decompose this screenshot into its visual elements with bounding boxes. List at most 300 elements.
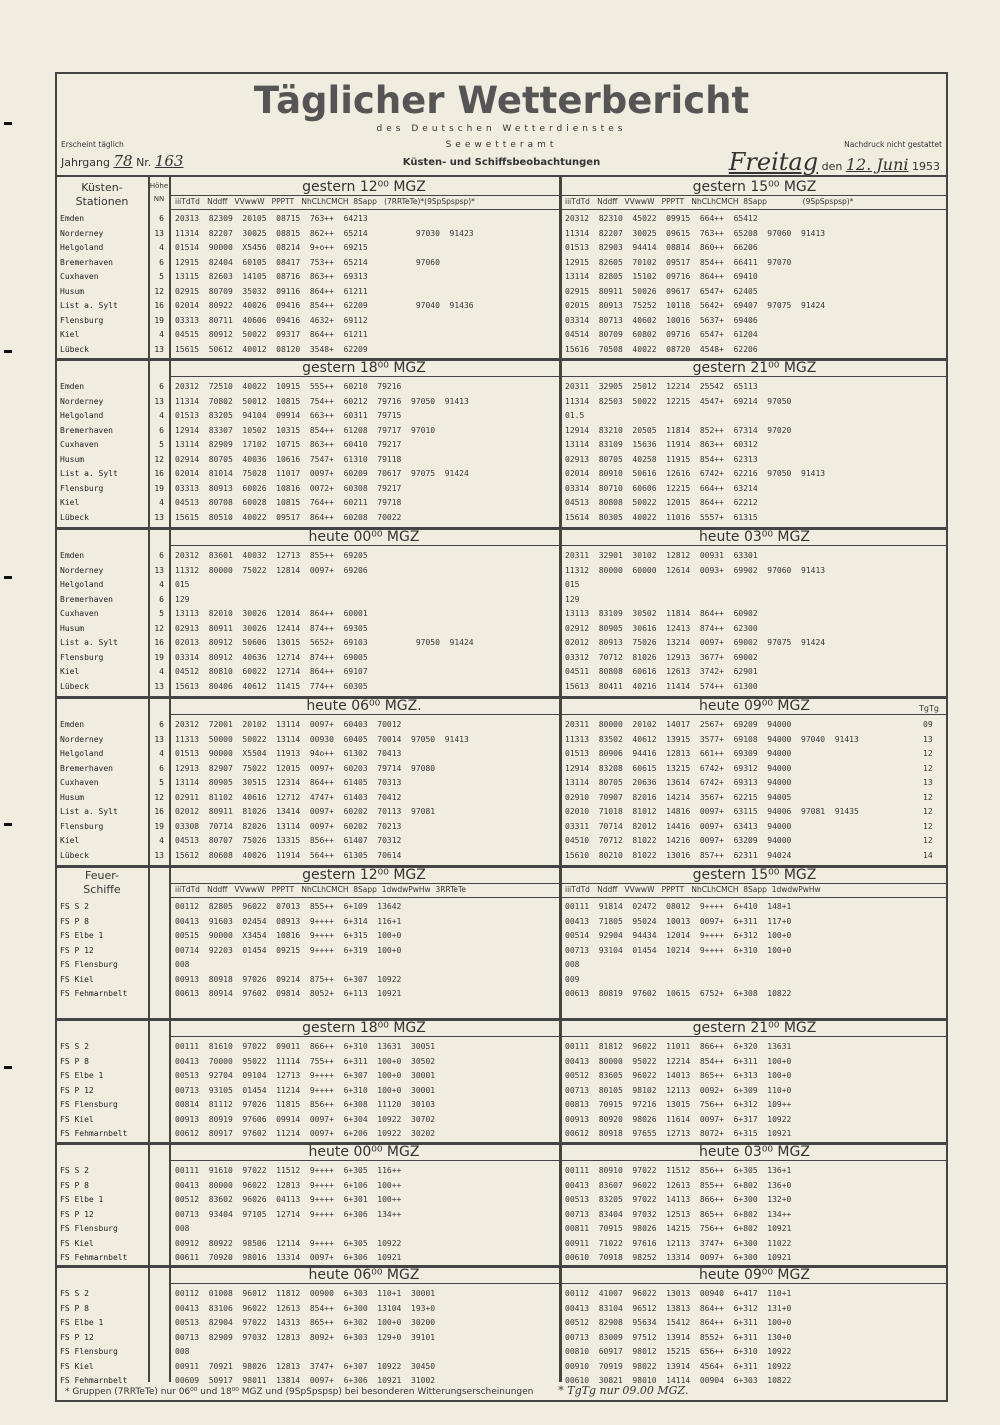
- obs-row-right: 20312 82310 45022 09915 664++ 65412: [565, 214, 758, 223]
- station-name: Norderney: [60, 565, 104, 575]
- station-name: Lübeck: [60, 681, 89, 691]
- punch-mark: [4, 823, 12, 826]
- station-name: Emden: [60, 720, 85, 729]
- ship-name: FS S 2: [60, 1289, 89, 1298]
- report-sheet: [55, 72, 948, 1402]
- obs-row-left: 02014 81014 75028 11017 0097+ 60209 70617 97075 91424: [175, 469, 469, 478]
- obs-row-right: 00513 83205 97022 14113 866++ 6+300 132+0: [565, 1195, 792, 1204]
- obs-row-right: 00613 80819 97602 10615 6752+ 6+308 10822: [565, 989, 792, 998]
- station-height: 16: [154, 638, 164, 647]
- section-time-right: heute 03⁰⁰ MGZ: [699, 529, 810, 545]
- obs-row-right: 11313 83502 40612 13915 3577+ 69108 94000 97040 91413: [565, 734, 859, 744]
- station-name: Lübeck: [60, 344, 89, 354]
- section-time-right: heute 09⁰⁰ MGZ: [699, 698, 810, 714]
- obs-row-right: 00112 41007 96022 13013 00940 6+417 110+1: [565, 1289, 792, 1298]
- header-rule: [169, 1160, 946, 1161]
- station-name: Flensburg: [60, 315, 104, 325]
- station-name: Flensburg: [60, 821, 104, 831]
- header-rule: [169, 1283, 946, 1284]
- tgtg-value: 12: [923, 821, 933, 831]
- obs-row-left: 13114 82909 17102 10715 863++ 60410 79217: [175, 440, 402, 449]
- column-group-label: Feuer- Schiffe: [83, 869, 121, 896]
- station-height: 6: [159, 720, 164, 729]
- station-name: Lübeck: [60, 512, 89, 522]
- obs-row-left: 04513 80707 75026 13315 856++ 61407 70312: [175, 836, 402, 845]
- section-time-left: heute 06⁰⁰ MGZ.: [306, 698, 422, 714]
- footnote: [65, 1384, 688, 1397]
- obs-row-left: 00413 80000 96022 12813 9++++ 6+106 100++: [175, 1180, 402, 1190]
- header-rule: [169, 883, 946, 884]
- seewetteramt: Seewetteramt: [445, 140, 558, 150]
- station-height: 4: [159, 749, 164, 758]
- obs-row-right: 00612 80918 97655 12713 8072+ 6+315 10921: [565, 1129, 792, 1138]
- column-group-label: Küsten- Stationen: [75, 181, 129, 208]
- ship-name: FS Kiel: [60, 1114, 94, 1124]
- station-height: 5: [159, 440, 164, 449]
- ship-name: FS Elbe 1: [60, 931, 104, 940]
- obs-row-left: 00512 83602 96026 04113 9++++ 6+301 100++: [175, 1195, 402, 1204]
- station-name: List a. Sylt: [60, 807, 118, 816]
- ship-name: FS S 2: [60, 902, 89, 911]
- jahrgang-label: Jahrgang: [61, 156, 110, 169]
- section-time-right: heute 09⁰⁰ MGZ: [699, 1267, 810, 1283]
- section-time-right: gestern 21⁰⁰ MGZ: [692, 360, 817, 376]
- obs-row-left: 02914 80705 40036 10616 7547+ 61310 79118: [175, 454, 402, 464]
- section-time-left: gestern 12⁰⁰ MGZ: [302, 179, 426, 195]
- observation-grid: [57, 175, 946, 1385]
- obs-row-left: 00911 70921 98026 12813 3747+ 6+307 10922 30450: [175, 1361, 436, 1371]
- ship-name: FS Flensburg: [60, 1347, 118, 1356]
- header-rule: [169, 1036, 946, 1037]
- section-time-left: heute 00⁰⁰ MGZ: [308, 1144, 420, 1160]
- ship-name: FS Fehmarnbelt: [60, 1253, 128, 1262]
- obs-row-right: 00512 83605 96022 14013 865++ 6+313 100+0: [565, 1071, 792, 1080]
- obs-row-left: 00515 90000 X3454 10816 9++++ 6+315 100+0: [175, 931, 402, 940]
- obs-row-left: 04515 80912 50022 09317 864++ 61211: [175, 330, 368, 339]
- footnote-tgtg: * TgTg nur 09.00 MGZ.: [558, 1384, 689, 1397]
- station-height: 6: [159, 214, 164, 223]
- obs-row-left: 15612 80608 40026 11914 564++ 61305 70614: [175, 850, 402, 860]
- ship-name: FS P 12: [60, 1332, 94, 1342]
- section-time-right: gestern 15⁰⁰ MGZ: [692, 179, 817, 195]
- obs-row-left: 00513 92704 09104 12713 9++++ 6+307 100+0 30001: [175, 1071, 436, 1080]
- station-name: List a. Sylt: [60, 301, 118, 310]
- obs-row-right: 00713 83404 97032 12513 865++ 6+802 134++: [565, 1209, 792, 1219]
- obs-row-right: 11312 80000 60000 12614 0093+ 69902 97060 91413: [565, 565, 826, 575]
- ship-name: FS P 12: [60, 1085, 94, 1095]
- obs-row-right: 12915 82605 70102 09517 854++ 66411 97070: [565, 257, 792, 267]
- obs-row-left: 15615 50612 40012 08120 3548+ 62209: [175, 344, 368, 354]
- obs-row-right: 00810 60917 98012 15215 656++ 6+310 10922: [565, 1347, 792, 1356]
- obs-row-right: 11314 82503 50022 12215 4547+ 69214 97050: [565, 396, 792, 406]
- station-name: Bremerhaven: [60, 594, 113, 604]
- station-height: 19: [154, 483, 164, 493]
- date: 12. Juni: [845, 155, 909, 174]
- tgtg-value: 12: [923, 792, 933, 802]
- obs-row-left: 02014 80922 40026 09416 854++ 62209 97040 91436: [175, 301, 474, 310]
- obs-row-left: 20312 83601 40032 12713 855++ 69205: [175, 551, 368, 560]
- obs-row-left: 00112 01008 96012 11812 00900 6+303 110+1 30001: [175, 1289, 436, 1298]
- section-time-left: heute 00⁰⁰ MGZ: [308, 529, 420, 545]
- ship-name: FS S 2: [60, 1166, 89, 1175]
- ship-name: FS P 12: [60, 1209, 94, 1219]
- obs-row-right: 15616 70508 40022 08720 4548+ 62206: [565, 344, 758, 354]
- year: 1953: [912, 160, 940, 173]
- obs-row-right: 009: [565, 974, 580, 984]
- obs-row-left: 03314 80912 40636 12714 874++ 69005: [175, 652, 368, 662]
- obs-row-left: 01514 90000 X5456 08214 9+o++ 69215: [175, 243, 368, 252]
- obs-row-right: 11314 82207 30025 09615 763++ 65208 97060 91413: [565, 228, 826, 238]
- obs-row-left: 13115 82603 14105 08716 863++ 69313: [175, 272, 368, 281]
- obs-row-left: 00913 80918 97026 09214 875++ 6+307 10922: [175, 974, 402, 984]
- obs-row-right: 01513 82903 94414 08814 860++ 66206: [565, 243, 758, 252]
- obs-row-right: 12914 83208 60615 13215 6742+ 69312 94000: [565, 763, 792, 773]
- station-name: Emden: [60, 214, 85, 223]
- obs-row-right: 01.5: [565, 411, 585, 420]
- station-name: Bremerhaven: [60, 763, 113, 773]
- station-height: 12: [154, 623, 164, 633]
- ship-name: FS Elbe 1: [60, 1318, 104, 1327]
- station-name: Cuxhaven: [60, 272, 99, 281]
- station-height: 4: [159, 411, 164, 420]
- header-rule: [169, 376, 946, 377]
- obs-row-right: 04513 80808 50022 12015 864++ 62212: [565, 498, 758, 507]
- obs-row-left: 00612 80917 97602 11214 0097+ 6+206 10922 30202: [175, 1129, 436, 1138]
- header-rule: [169, 714, 946, 715]
- ship-name: FS Elbe 1: [60, 1195, 104, 1204]
- section-time-left: gestern 18⁰⁰ MGZ: [302, 1020, 426, 1036]
- obs-row-left: 13113 82010 30026 12014 864++ 60001: [175, 609, 368, 618]
- header-rule: [169, 195, 946, 196]
- obs-row-left: 13114 80905 30515 12314 864++ 61405 70313: [175, 778, 402, 787]
- obs-row-right: 03314 80713 40602 10016 5637+ 69406: [565, 315, 758, 325]
- station-name: Norderney: [60, 228, 104, 238]
- station-height: 4: [159, 836, 164, 845]
- obs-row-right: 03314 80710 60606 12215 664++ 63214: [565, 483, 758, 493]
- header-rule: [169, 545, 946, 546]
- punch-mark: [4, 1066, 12, 1069]
- station-name: Helgoland: [60, 243, 104, 252]
- ship-name: FS Kiel: [60, 1238, 94, 1248]
- station-height: 4: [159, 667, 164, 676]
- station-height: 13: [154, 565, 164, 575]
- obs-row-right: 00713 93104 01454 10214 9++++ 6+310 100+0: [565, 945, 792, 955]
- obs-row-left: 04513 80708 60028 10815 764++ 60211 79718: [175, 498, 402, 507]
- ship-name: FS P 8: [60, 1056, 89, 1066]
- obs-row-right: 12914 83210 20505 11814 852++ 67314 97020: [565, 425, 792, 435]
- obs-row-left: 20313 82309 20105 08715 763++ 64213: [175, 214, 368, 223]
- obs-row-left: 12914 83307 10502 10315 854++ 61208 79717 97010: [175, 425, 436, 435]
- obs-row-left: 04512 80810 60022 12714 864++ 69107: [175, 667, 368, 676]
- station-height: 13: [154, 512, 164, 522]
- obs-row-left: 00111 91610 97022 11512 9++++ 6+305 116++: [175, 1166, 402, 1175]
- obs-row-right: 15610 80210 81022 13016 857++ 62311 94024: [565, 850, 792, 860]
- section-time-left: gestern 18⁰⁰ MGZ: [302, 360, 426, 376]
- obs-row-right: 00413 83607 96022 12613 855++ 6+802 136+0: [565, 1180, 792, 1190]
- obs-row-right: 02010 71018 81012 14816 0097+ 63115 94006 97081 91435: [565, 807, 859, 816]
- ship-name: FS P 12: [60, 945, 94, 955]
- obs-row-left: 15613 80406 40612 11415 774++ 60305: [175, 681, 368, 691]
- ship-name: FS S 2: [60, 1042, 89, 1051]
- obs-row-left: 015: [175, 580, 190, 589]
- jahrgang-value: 78: [113, 152, 133, 170]
- obs-row-right: 02015 80913 75252 10118 5642+ 69407 97075 91424: [565, 301, 826, 310]
- station-name: Cuxhaven: [60, 440, 99, 449]
- obs-row-right: 02915 80911 50026 09617 6547+ 62405: [565, 286, 758, 296]
- section-time-right: heute 03⁰⁰ MGZ: [699, 1144, 810, 1160]
- station-height: 12: [154, 792, 164, 802]
- station-height: 4: [159, 580, 164, 589]
- obs-row-left: 00714 92203 01454 09215 9++++ 6+319 100+0: [175, 945, 402, 955]
- station-height: 4: [159, 330, 164, 339]
- station-height: 13: [154, 681, 164, 691]
- obs-row-right: 04514 80709 60802 09716 6547+ 61204: [565, 330, 758, 339]
- punch-mark: [4, 122, 12, 125]
- obs-row-left: 00713 82909 97032 12813 8092+ 6+303 129+0 39101: [175, 1332, 436, 1342]
- kuesten-label: Küsten- und Schiffsbeobachtungen: [402, 157, 601, 168]
- erscheint-note: Erscheint täglich: [61, 140, 124, 149]
- ship-name: FS Flensburg: [60, 1100, 118, 1109]
- station-height: 12: [154, 454, 164, 464]
- obs-row-right: 02014 80910 50616 12616 6742+ 62216 97050 91413: [565, 469, 826, 478]
- ship-name: FS Flensburg: [60, 960, 118, 969]
- station-height: 16: [154, 301, 164, 310]
- footnote-text: * Gruppen (7RRTeTe) nur 06⁰⁰ und 18⁰⁰ MGZ und (9SpSpspsp) bei besonderen Witterungserscheinungen: [65, 1387, 534, 1397]
- obs-row-right: 00713 80105 98102 12113 0092+ 6+309 110+0: [565, 1085, 792, 1095]
- tgtg-value: 13: [923, 778, 933, 787]
- obs-row-left: 11314 70802 50012 10815 754++ 60212 79716 97050 91413: [175, 396, 469, 406]
- obs-row-right: 02910 70907 82016 14214 3567+ 62215 94005: [565, 792, 792, 802]
- obs-row-left: 008: [175, 1224, 190, 1233]
- station-height: 16: [154, 807, 164, 816]
- obs-row-left: 03313 80913 60026 10816 0072+ 60308 79217: [175, 483, 402, 493]
- station-height: 6: [159, 382, 164, 391]
- obs-row-left: 02915 80709 35032 09116 864++ 61211: [175, 286, 368, 296]
- obs-row-right: 00911 71022 97616 12113 3747+ 6+300 11022: [565, 1238, 792, 1248]
- obs-row-right: 00813 70915 97216 13015 756++ 6+312 109++: [565, 1100, 792, 1109]
- obs-row-right: 15614 80305 40022 11016 5557+ 61315: [565, 512, 758, 522]
- obs-row-right: 00610 30821 98010 14114 00904 6+303 10822: [565, 1376, 792, 1385]
- obs-row-right: 015: [565, 580, 580, 589]
- obs-row-right: 00111 81812 96022 11011 866++ 6+320 13631: [565, 1042, 792, 1051]
- column-rule: [169, 209, 946, 210]
- page-title: Täglicher Wetterbericht: [253, 79, 750, 122]
- station-name: Kiel: [60, 667, 80, 676]
- obs-row-right: 00512 82908 95634 15412 864++ 6+311 100+0: [565, 1318, 792, 1327]
- station-name: Husum: [60, 454, 85, 464]
- ship-name: FS Kiel: [60, 974, 94, 984]
- obs-row-right: 15613 80411 40216 11414 574++ 61300: [565, 681, 758, 691]
- den-label: den: [821, 160, 843, 173]
- obs-row-left: 008: [175, 1347, 190, 1356]
- station-name: Norderney: [60, 734, 104, 744]
- station-height: 4: [159, 498, 164, 507]
- obs-row-left: 02013 80912 50606 13015 5652+ 69103 97050 91424: [175, 638, 474, 647]
- tgtg-value: 13: [923, 734, 933, 744]
- obs-row-left: 00913 80919 97606 09914 0097+ 6+304 10922 30702: [175, 1114, 436, 1124]
- obs-row-right: 13114 83109 15636 11914 863++ 60312: [565, 440, 758, 449]
- station-height: 12: [154, 286, 164, 296]
- obs-row-right: 04510 70712 81022 14216 0097+ 63209 94000: [565, 836, 792, 845]
- obs-row-left: 00613 80914 97602 09814 8052+ 6+113 10921: [175, 989, 402, 998]
- station-height: 5: [159, 778, 164, 787]
- obs-row-left: 02911 81102 40616 12712 4747+ 61403 70412: [175, 792, 402, 802]
- nachdruck-note: Nachdruck nicht gestattet: [844, 140, 942, 149]
- nr-label: Nr.: [136, 156, 152, 169]
- obs-row-left: 20312 72001 20102 13114 0097+ 60403 70012: [175, 720, 402, 729]
- station-height: 16: [154, 469, 164, 478]
- station-height: 13: [154, 344, 164, 354]
- obs-row-right: 13113 83109 30502 11814 864++ 60902: [565, 609, 758, 618]
- ship-name: FS Fehmarnbelt: [60, 1129, 128, 1138]
- obs-row-left: 02913 80911 30026 12414 874++ 69305: [175, 623, 368, 633]
- tgtg-value: 12: [923, 763, 933, 773]
- subtitle: des Deutschen Wetterdienstes: [376, 124, 627, 134]
- column-codes-left: iiiTdTd Nddff VVwwW PPPTT NhCLhCMCH 8Sapp 1dwdwPwHw 3RRTeTe: [175, 885, 466, 894]
- station-name: Helgoland: [60, 411, 104, 420]
- ship-name: FS P 8: [60, 1303, 89, 1313]
- station-name: Flensburg: [60, 652, 104, 662]
- date-line: [729, 148, 940, 176]
- tgtg-value: 12: [923, 807, 933, 816]
- obs-row-right: 03311 70714 82012 14416 0097+ 63413 94000: [565, 821, 792, 831]
- station-name: Kiel: [60, 498, 80, 507]
- column-codes-right: iiiTdTd Nddff VVwwW PPPTT NhCLhCMCH 8Sapp 1dwdwPwHw: [565, 885, 821, 894]
- column-codes-right: iiiTdTd Nddff VVwwW PPPTT NhCLhCMCH 8Sapp (9SpSpspsp)*: [565, 197, 854, 206]
- punch-mark: [4, 350, 12, 353]
- tgtg-label: TgTg: [919, 704, 939, 713]
- obs-row-right: 00811 70915 98026 14215 756++ 6+802 10921: [565, 1224, 792, 1233]
- obs-row-right: 04511 80808 60616 12613 3742+ 62901: [565, 667, 758, 676]
- weekday: Freitag: [728, 148, 819, 176]
- section-time-left: heute 06⁰⁰ MGZ: [308, 1267, 420, 1283]
- obs-row-right: 00910 70919 98022 13914 4564+ 6+311 10922: [565, 1361, 792, 1371]
- ship-name: FS Elbe 1: [60, 1071, 104, 1080]
- station-height: 19: [154, 821, 164, 831]
- obs-row-left: 02012 80911 81026 13414 0097+ 60202 70113 97081: [175, 807, 436, 816]
- obs-row-right: 00413 83104 96512 13813 864++ 6+312 131+0: [565, 1303, 792, 1313]
- station-height: 4: [159, 243, 164, 252]
- obs-row-right: 20311 80000 20102 14017 2567+ 69209 94000: [565, 720, 792, 729]
- obs-row-left: 03308 70714 82026 13114 0097+ 60202 70213: [175, 821, 402, 831]
- ship-name: FS Flensburg: [60, 1224, 118, 1233]
- obs-row-left: 12913 82907 75022 12015 0097+ 60203 79714 97080: [175, 763, 436, 773]
- obs-row-right: 00413 80000 95022 12214 854++ 6+311 100+0: [565, 1056, 792, 1066]
- obs-row-left: 00413 91603 02454 08913 9++++ 6+314 116+1: [175, 916, 402, 926]
- obs-row-left: 11313 50000 50022 13114 00930 60405 70014 97050 91413: [175, 734, 469, 744]
- obs-row-right: 00713 83009 97512 13914 8552+ 6+311 130+0: [565, 1332, 792, 1342]
- section-time-left: gestern 12⁰⁰ MGZ: [302, 867, 426, 883]
- obs-row-left: 01513 83205 94104 09914 663++ 60311 79715: [175, 411, 402, 420]
- obs-row-right: 13114 80705 20636 13614 6742+ 69313 94000: [565, 778, 792, 787]
- ship-name: FS P 8: [60, 1180, 89, 1190]
- obs-row-left: 00513 82904 97022 14313 865++ 6+302 100+0 30200: [175, 1318, 436, 1327]
- station-height: 13: [154, 850, 164, 860]
- obs-row-right: 02912 80905 30616 12413 874++ 62300: [565, 623, 758, 633]
- station-height: 5: [159, 609, 164, 618]
- obs-row-left: 00112 82805 96022 07013 855++ 6+109 13642: [175, 902, 402, 911]
- station-name: Flensburg: [60, 483, 104, 493]
- station-name: Norderney: [60, 396, 104, 406]
- column-codes-left: iiiTdTd Nddff VVwwW PPPTT NhCLhCMCH 8Sapp (7RRTeTe)*(9SpSpspsp)*: [175, 197, 475, 206]
- station-height: 19: [154, 652, 164, 662]
- station-height: 5: [159, 272, 164, 281]
- section-time-right: gestern 21⁰⁰ MGZ: [692, 1020, 817, 1036]
- station-name: Kiel: [60, 330, 80, 339]
- obs-row-left: 00413 70000 95022 11114 755++ 6+311 100+0 30502: [175, 1056, 436, 1066]
- obs-row-left: 00111 81610 97022 09011 866++ 6+310 13631 30051: [175, 1042, 436, 1051]
- obs-row-left: 01513 90000 X5504 11913 94o++ 61302 70413: [175, 749, 402, 758]
- height-label: Höhe NN: [149, 182, 169, 203]
- station-name: Kiel: [60, 836, 80, 845]
- obs-row-left: 00912 80922 98506 12114 9++++ 6+305 10922: [175, 1238, 402, 1248]
- obs-row-right: 00913 80920 98026 11614 0097+ 6+317 10922: [565, 1114, 792, 1124]
- station-name: Cuxhaven: [60, 609, 99, 618]
- obs-row-right: 00111 91814 02472 08012 9++++ 6+410 148+1: [565, 902, 792, 911]
- station-height: 6: [159, 763, 164, 773]
- station-height: 19: [154, 315, 164, 325]
- obs-row-left: 11314 82207 30025 08815 862++ 65214 97030 91423: [175, 228, 474, 238]
- nr-value: 163: [154, 152, 184, 170]
- obs-row-left: 00611 70920 98016 13314 0097+ 6+306 10921: [175, 1253, 402, 1262]
- obs-row-right: 02012 80913 75026 13214 0097+ 69002 97075 91424: [565, 638, 826, 647]
- obs-row-left: 15615 80510 40022 09517 864++ 60208 70022: [175, 512, 402, 522]
- ship-name: FS Kiel: [60, 1361, 94, 1371]
- station-name: Emden: [60, 382, 85, 391]
- station-height: 13: [154, 228, 164, 238]
- station-height: 13: [154, 734, 164, 744]
- ship-name: FS Fehmarnbelt: [60, 989, 128, 998]
- obs-row-right: 01513 80906 94416 12813 661++ 69309 94000: [565, 749, 792, 758]
- tgtg-value: 12: [923, 749, 933, 758]
- obs-row-left: 20312 72510 40022 10915 555++ 60210 79216: [175, 382, 402, 391]
- station-name: Husum: [60, 286, 85, 296]
- obs-row-left: 11312 80000 75022 12814 0097+ 69206: [175, 565, 368, 575]
- station-name: Emden: [60, 551, 85, 560]
- obs-row-right: 13114 82805 15102 09716 864++ 69410: [565, 272, 758, 281]
- station-name: Cuxhaven: [60, 778, 99, 787]
- tgtg-value: 09: [923, 720, 933, 729]
- obs-row-right: 129: [565, 594, 580, 604]
- station-name: Lübeck: [60, 850, 89, 860]
- station-name: List a. Sylt: [60, 469, 118, 478]
- obs-row-right: 008: [565, 960, 580, 969]
- obs-row-left: 00609 50917 98011 13814 0097+ 6+306 10921 31002: [175, 1376, 436, 1385]
- obs-row-right: 00610 70918 98252 13314 0097+ 6+300 10921: [565, 1253, 792, 1262]
- station-name: Bremerhaven: [60, 425, 113, 435]
- obs-row-left: 00713 93404 97105 12714 9++++ 6+306 134++: [175, 1209, 402, 1219]
- section-time-right: gestern 15⁰⁰ MGZ: [692, 867, 817, 883]
- station-name: Husum: [60, 792, 85, 802]
- column-rule: [169, 897, 946, 898]
- station-name: Bremerhaven: [60, 257, 113, 267]
- obs-row-left: 00814 81112 97026 11815 856++ 6+308 11120 30103: [175, 1100, 436, 1109]
- tgtg-value: 14: [923, 850, 933, 860]
- obs-row-left: 008: [175, 960, 190, 969]
- station-name: Husum: [60, 623, 85, 633]
- obs-row-right: 03312 70712 81026 12913 3677+ 69002: [565, 652, 758, 662]
- ship-name: FS P 8: [60, 916, 89, 926]
- obs-row-right: 00413 71805 95024 10013 0097+ 6+311 117+0: [565, 916, 792, 926]
- station-height: 6: [159, 551, 164, 560]
- station-height: 6: [159, 594, 164, 604]
- obs-row-left: 00413 83106 96022 12613 854++ 6+300 13104 193+0: [175, 1303, 436, 1313]
- station-name: Helgoland: [60, 749, 104, 758]
- ship-name: FS Fehmarnbelt: [60, 1376, 128, 1385]
- obs-row-left: 03313 80711 40606 09416 4632+ 69112: [175, 315, 368, 325]
- obs-row-right: 00111 80910 97022 11512 856++ 6+305 136+1: [565, 1166, 792, 1175]
- obs-row-right: 20311 32905 25012 12214 25542 65113: [565, 382, 758, 391]
